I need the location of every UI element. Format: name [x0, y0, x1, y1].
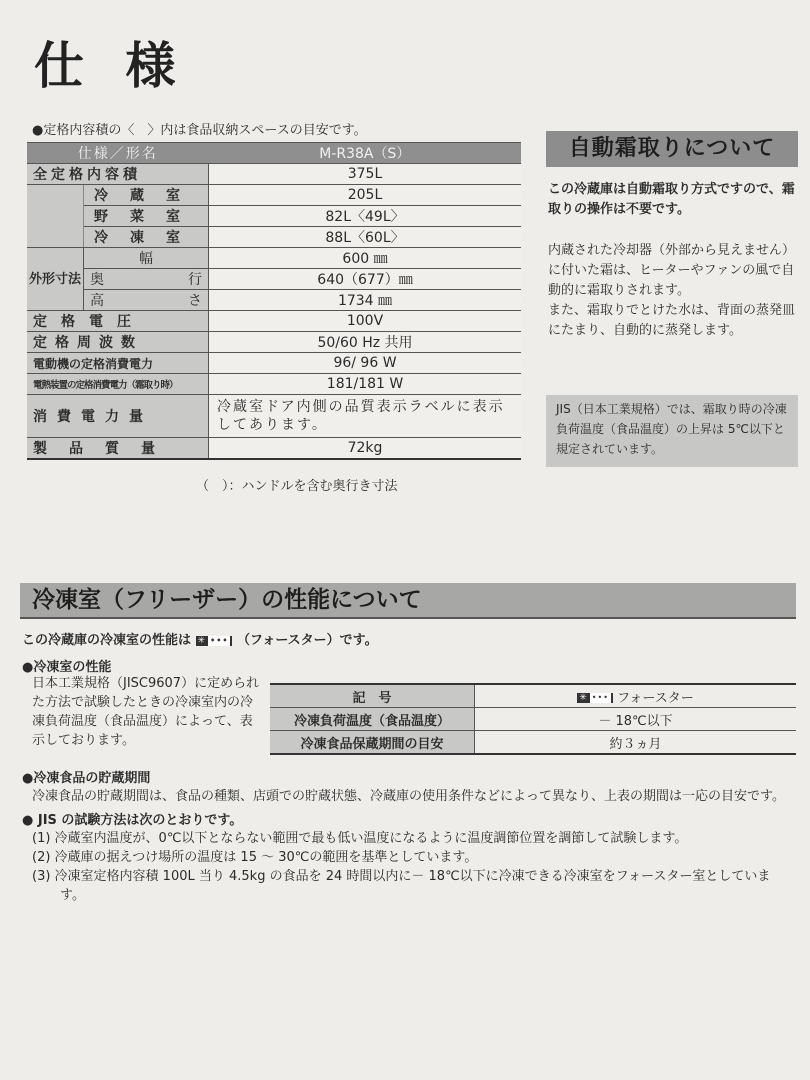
spec-label: 定格周波数: [27, 332, 209, 353]
spec-row-consumption: [27, 395, 521, 438]
spec-row-height: [27, 290, 521, 311]
spec-value: 88L〈60L〉: [209, 227, 521, 248]
spec-value: 96/ 96 W: [209, 353, 521, 374]
defrost-description: [548, 241, 803, 341]
freezer-value: ✳ ••• フォースター: [475, 684, 797, 708]
spec-label: 製品質量: [27, 438, 209, 460]
spec-row-total-volume: [27, 164, 521, 185]
defrost-body-1: 内蔵された冷却器（外部から見えません）に付いた霜は、ヒーターやファンの風で自動的に霜取りされます。: [548, 243, 796, 298]
perf-text: 日本工業規格（JISC9607）に定められた方法で試験したときの冷凍室内の冷凍負荷温度（食品温度）によって、表示しております。: [32, 676, 260, 748]
spec-label: 電動機の定格消費電力: [27, 353, 209, 374]
spec-label-b: さ: [188, 293, 203, 309]
spec-value: 640（677）㎜: [209, 269, 521, 290]
spec-row-heater: [27, 374, 521, 395]
spec-value: 181/181 W: [209, 374, 521, 395]
volume-note: ●定格内容積の〈 〉内は食品収納スペースの目安です。: [32, 123, 367, 138]
defrost-summary: この冷蔵庫は自動霜取り方式ですので、霜取りの操作は不要です。: [548, 182, 795, 217]
storage-text: 冷凍食品の貯蔵期間は、食品の種類、店頭での貯蔵状態、冷蔵庫の使用条件などによって異なり、上表の期間は一応の目安です。: [32, 789, 785, 804]
spec-value: 205L: [209, 185, 521, 206]
dimensions-group-label: 外形寸法: [27, 248, 84, 311]
perf-heading: ●冷凍室の性能: [22, 660, 112, 675]
spec-row-width: [27, 248, 521, 269]
jis-item: (3) 冷凍室定格内容積 100L 当り 4.5kg の食品を 24 時間以内に－ 18℃以下に冷凍できる冷凍室をフォースター室としています。: [32, 869, 771, 903]
freezer-row-temperature: [270, 708, 796, 731]
jis-item: (1) 冷蔵室内温度が、0℃以下とならない範囲で最も低い温度になるように温度調節位置を調節して試験します。: [32, 831, 688, 846]
spec-row-depth: [27, 269, 521, 290]
freezer-label: 記 号: [270, 684, 475, 708]
freezer-section-title: 冷凍室（フリーザー）の性能について: [32, 587, 422, 613]
spec-label-b: 行: [188, 272, 203, 288]
storage-heading: ●冷凍食品の貯蔵期間: [22, 771, 151, 786]
spec-value: 100V: [209, 311, 521, 332]
spec-row-freezer: [27, 227, 521, 248]
freezer-value: 約３ヵ月: [475, 731, 797, 755]
jis-defrost-note: JIS（日本工業規格）では、霜取り時の冷凍負荷温度（食品温度）の上昇は 5℃以下と規定されています。: [546, 395, 798, 467]
freezer-table: [270, 683, 796, 755]
spec-label-a: 高: [90, 293, 105, 309]
freezer-rating-line: この冷蔵庫の冷凍室の性能は ✳ ••• （フォースター）です。: [22, 633, 378, 648]
spec-label: 野菜室: [84, 206, 209, 227]
freezer-label: 冷凍負荷温度（食品温度）: [270, 708, 475, 731]
freezer-label: 冷凍食品保蔵期間の目安: [270, 731, 475, 755]
spec-row-vegetable: [27, 206, 521, 227]
four-star-icon: ✳ •••: [577, 693, 613, 703]
defrost-heading: 自動霜取りについて: [546, 131, 798, 167]
spec-label: 冷蔵室: [84, 185, 209, 206]
spec-label-a: 奥: [90, 272, 105, 288]
jis-heading: ● JIS の試験方法は次のとおりです。: [22, 813, 243, 828]
spec-label: 幅: [84, 248, 209, 269]
depth-note: （ ）：ハンドルを含む奥行き寸法: [196, 479, 398, 494]
spec-label: 電熱装置の定格消費電力（霜取り時）: [27, 374, 209, 395]
spec-row-motor: [27, 353, 521, 374]
jis-list: [32, 829, 792, 905]
spec-value: 冷蔵室ドア内側の品質表示ラベルに表示してあります。: [209, 395, 521, 438]
spec-label: 消費電力量: [27, 395, 209, 438]
page-title: 仕 様: [34, 37, 188, 95]
spec-value: 375L: [209, 164, 521, 185]
spec-label: 冷凍室: [84, 227, 209, 248]
freezer-row-symbol: [270, 684, 796, 708]
spec-value: 72kg: [209, 438, 521, 460]
spec-header-label: 仕様／形名: [27, 143, 209, 164]
spec-row-fridge: [27, 185, 521, 206]
spec-value: 600 ㎜: [209, 248, 521, 269]
spec-label: 定格電圧: [27, 311, 209, 332]
defrost-body-2: また、霜取りでとけた水は、背面の蒸発皿にたまり、自動的に蒸発します。: [548, 303, 796, 338]
spec-value: 82L〈49L〉: [209, 206, 521, 227]
spec-row-frequency: [27, 332, 521, 353]
four-star-icon: ✳ •••: [196, 636, 233, 646]
freezer-value: － 18℃以下: [475, 708, 797, 731]
spec-label: 全定格内容積: [27, 164, 209, 185]
freezer-row-storage: [270, 731, 796, 755]
spec-value: 50/60 Hz 共用: [209, 332, 521, 353]
spec-value: 1734 ㎜: [209, 290, 521, 311]
spec-header-row: [27, 143, 521, 164]
jis-item: (2) 冷蔵庫の据えつけ場所の温度は 15 ～ 30℃の範囲を基準としています。: [32, 850, 478, 865]
spec-header-model: M-R38A（S）: [209, 143, 521, 164]
spec-table: [27, 142, 521, 460]
spec-row-weight: [27, 438, 521, 460]
spec-row-voltage: [27, 311, 521, 332]
